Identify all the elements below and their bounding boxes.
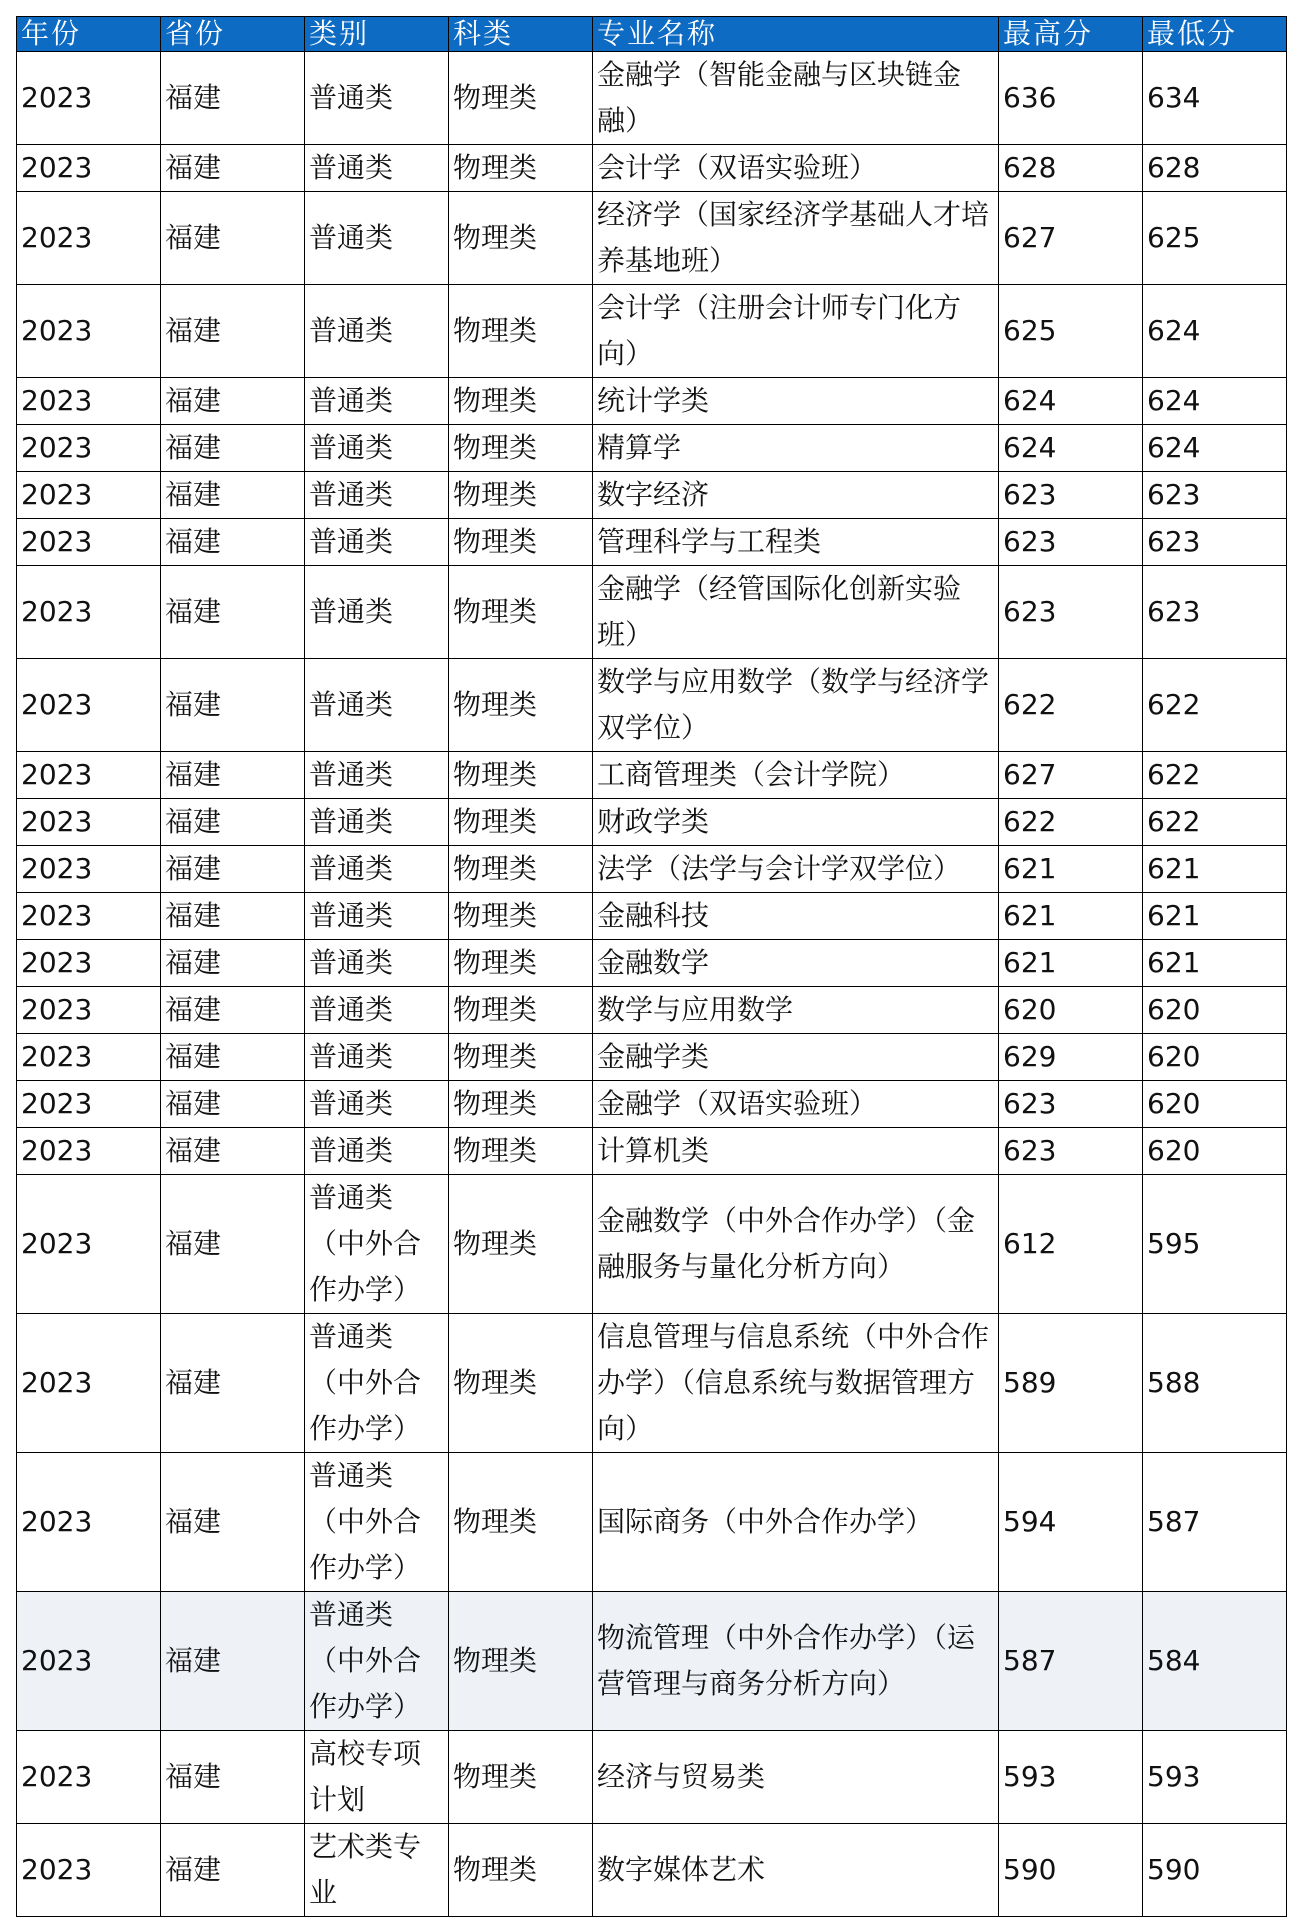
cell-max-score: 624 (999, 378, 1143, 425)
header-category: 类别 (305, 17, 449, 52)
cell-max-score: 636 (999, 52, 1143, 145)
cell-year: 2023 (17, 752, 161, 799)
cell-min-score: 622 (1143, 659, 1287, 752)
cell-year: 2023 (17, 940, 161, 987)
cell-max-score: 589 (999, 1314, 1143, 1453)
cell-subject: 物理类 (449, 519, 593, 566)
table-row (17, 378, 1287, 425)
cell-province: 福建 (161, 1824, 305, 1917)
cell-min-score: 624 (1143, 285, 1287, 378)
table-row (17, 52, 1287, 145)
header-min-score: 最低分 (1143, 17, 1287, 52)
cell-max-score: 594 (999, 1453, 1143, 1592)
cell-subject: 物理类 (449, 1592, 593, 1731)
cell-max-score: 623 (999, 519, 1143, 566)
cell-subject: 物理类 (449, 1081, 593, 1128)
cell-province: 福建 (161, 285, 305, 378)
cell-max-score: 620 (999, 987, 1143, 1034)
cell-province: 福建 (161, 1081, 305, 1128)
cell-category: 普通类 (305, 472, 449, 519)
cell-year: 2023 (17, 1034, 161, 1081)
cell-max-score: 622 (999, 799, 1143, 846)
table-row (17, 285, 1287, 378)
table-row (17, 1081, 1287, 1128)
cell-major: 数学与应用数学 (593, 987, 999, 1034)
cell-subject: 物理类 (449, 987, 593, 1034)
table-row (17, 1592, 1287, 1731)
cell-max-score: 593 (999, 1731, 1143, 1824)
cell-min-score: 587 (1143, 1453, 1287, 1592)
table-row (17, 799, 1287, 846)
cell-major: 数字媒体艺术 (593, 1824, 999, 1917)
cell-subject: 物理类 (449, 378, 593, 425)
cell-category: 普通类 (305, 192, 449, 285)
header-year: 年份 (17, 17, 161, 52)
table-row (17, 425, 1287, 472)
cell-province: 福建 (161, 940, 305, 987)
cell-province: 福建 (161, 566, 305, 659)
header-row (17, 17, 1287, 52)
cell-subject: 物理类 (449, 752, 593, 799)
cell-category: 普通类 (305, 659, 449, 752)
cell-max-score: 623 (999, 1081, 1143, 1128)
cell-max-score: 621 (999, 846, 1143, 893)
cell-category: 高校专项计划 (305, 1731, 449, 1824)
cell-province: 福建 (161, 472, 305, 519)
cell-subject: 物理类 (449, 1034, 593, 1081)
cell-min-score: 621 (1143, 940, 1287, 987)
cell-category: 普通类（中外合作办学） (305, 1592, 449, 1731)
cell-year: 2023 (17, 1592, 161, 1731)
cell-max-score: 627 (999, 192, 1143, 285)
cell-subject: 物理类 (449, 52, 593, 145)
cell-year: 2023 (17, 1128, 161, 1175)
cell-year: 2023 (17, 1081, 161, 1128)
cell-max-score: 629 (999, 1034, 1143, 1081)
cell-max-score: 623 (999, 566, 1143, 659)
cell-min-score: 621 (1143, 893, 1287, 940)
cell-province: 福建 (161, 1592, 305, 1731)
cell-province: 福建 (161, 1453, 305, 1592)
cell-year: 2023 (17, 566, 161, 659)
cell-major: 物流管理（中外合作办学）（运营管理与商务分析方向） (593, 1592, 999, 1731)
cell-category: 普通类 (305, 566, 449, 659)
cell-year: 2023 (17, 285, 161, 378)
table-row (17, 519, 1287, 566)
cell-major: 信息管理与信息系统（中外合作办学）（信息系统与数据管理方向） (593, 1314, 999, 1453)
cell-category: 普通类 (305, 285, 449, 378)
cell-year: 2023 (17, 52, 161, 145)
header-max-score: 最高分 (999, 17, 1143, 52)
table-body (17, 52, 1287, 1917)
cell-province: 福建 (161, 378, 305, 425)
cell-category: 普通类 (305, 846, 449, 893)
cell-min-score: 588 (1143, 1314, 1287, 1453)
cell-min-score: 590 (1143, 1824, 1287, 1917)
table-row (17, 1731, 1287, 1824)
table-row (17, 472, 1287, 519)
admission-scores-table (16, 16, 1287, 1917)
cell-major: 金融学（智能金融与区块链金融） (593, 52, 999, 145)
cell-province: 福建 (161, 52, 305, 145)
cell-category: 普通类 (305, 940, 449, 987)
cell-province: 福建 (161, 987, 305, 1034)
cell-category: 普通类 (305, 1081, 449, 1128)
cell-subject: 物理类 (449, 1731, 593, 1824)
cell-max-score: 628 (999, 145, 1143, 192)
table-header (17, 17, 1287, 52)
cell-subject: 物理类 (449, 472, 593, 519)
cell-year: 2023 (17, 192, 161, 285)
cell-subject: 物理类 (449, 566, 593, 659)
cell-province: 福建 (161, 192, 305, 285)
cell-major: 统计学类 (593, 378, 999, 425)
cell-major: 会计学（双语实验班） (593, 145, 999, 192)
cell-min-score: 621 (1143, 846, 1287, 893)
cell-subject: 物理类 (449, 1824, 593, 1917)
cell-province: 福建 (161, 1175, 305, 1314)
table-row (17, 1453, 1287, 1592)
cell-min-score: 623 (1143, 566, 1287, 659)
cell-major: 金融数学 (593, 940, 999, 987)
cell-year: 2023 (17, 1453, 161, 1592)
table-row (17, 987, 1287, 1034)
cell-province: 福建 (161, 1128, 305, 1175)
cell-subject: 物理类 (449, 192, 593, 285)
cell-subject: 物理类 (449, 1453, 593, 1592)
cell-major: 数字经济 (593, 472, 999, 519)
cell-year: 2023 (17, 846, 161, 893)
cell-max-score: 623 (999, 1128, 1143, 1175)
cell-province: 福建 (161, 846, 305, 893)
cell-min-score: 620 (1143, 1081, 1287, 1128)
cell-province: 福建 (161, 145, 305, 192)
cell-major: 会计学（注册会计师专门化方向） (593, 285, 999, 378)
cell-subject: 物理类 (449, 1314, 593, 1453)
cell-category: 普通类 (305, 893, 449, 940)
table-row (17, 752, 1287, 799)
table-row (17, 1175, 1287, 1314)
cell-max-score: 624 (999, 425, 1143, 472)
cell-min-score: 634 (1143, 52, 1287, 145)
cell-major: 经济学（国家经济学基础人才培养基地班） (593, 192, 999, 285)
cell-min-score: 620 (1143, 1034, 1287, 1081)
cell-category: 普通类（中外合作办学） (305, 1314, 449, 1453)
header-major: 专业名称 (593, 17, 999, 52)
cell-min-score: 624 (1143, 378, 1287, 425)
cell-max-score: 587 (999, 1592, 1143, 1731)
cell-major: 金融学（经管国际化创新实验班） (593, 566, 999, 659)
cell-year: 2023 (17, 519, 161, 566)
cell-subject: 物理类 (449, 659, 593, 752)
cell-subject: 物理类 (449, 145, 593, 192)
cell-province: 福建 (161, 752, 305, 799)
table-row (17, 566, 1287, 659)
cell-max-score: 627 (999, 752, 1143, 799)
cell-year: 2023 (17, 145, 161, 192)
cell-province: 福建 (161, 659, 305, 752)
cell-year: 2023 (17, 893, 161, 940)
cell-subject: 物理类 (449, 846, 593, 893)
table-row (17, 893, 1287, 940)
header-subject: 科类 (449, 17, 593, 52)
cell-subject: 物理类 (449, 1128, 593, 1175)
cell-max-score: 623 (999, 472, 1143, 519)
cell-min-score: 620 (1143, 987, 1287, 1034)
cell-major: 金融数学（中外合作办学）（金融服务与量化分析方向） (593, 1175, 999, 1314)
cell-category: 普通类 (305, 52, 449, 145)
cell-subject: 物理类 (449, 1175, 593, 1314)
table-row (17, 940, 1287, 987)
cell-max-score: 622 (999, 659, 1143, 752)
cell-category: 普通类 (305, 378, 449, 425)
cell-province: 福建 (161, 519, 305, 566)
cell-category: 普通类 (305, 1128, 449, 1175)
table-row (17, 192, 1287, 285)
cell-category: 普通类 (305, 987, 449, 1034)
cell-subject: 物理类 (449, 940, 593, 987)
table-row (17, 1034, 1287, 1081)
cell-subject: 物理类 (449, 893, 593, 940)
cell-subject: 物理类 (449, 425, 593, 472)
table-row (17, 1314, 1287, 1453)
cell-category: 普通类 (305, 1034, 449, 1081)
cell-province: 福建 (161, 893, 305, 940)
cell-major: 经济与贸易类 (593, 1731, 999, 1824)
cell-major: 国际商务（中外合作办学） (593, 1453, 999, 1592)
cell-major: 金融科技 (593, 893, 999, 940)
cell-min-score: 623 (1143, 472, 1287, 519)
cell-major: 工商管理类（会计学院） (593, 752, 999, 799)
cell-province: 福建 (161, 1731, 305, 1824)
cell-major: 计算机类 (593, 1128, 999, 1175)
cell-min-score: 625 (1143, 192, 1287, 285)
cell-min-score: 624 (1143, 425, 1287, 472)
cell-year: 2023 (17, 1731, 161, 1824)
cell-province: 福建 (161, 1314, 305, 1453)
cell-category: 普通类 (305, 425, 449, 472)
cell-min-score: 584 (1143, 1592, 1287, 1731)
cell-min-score: 628 (1143, 145, 1287, 192)
table-row (17, 1128, 1287, 1175)
cell-year: 2023 (17, 1824, 161, 1917)
cell-year: 2023 (17, 1175, 161, 1314)
cell-min-score: 622 (1143, 752, 1287, 799)
cell-year: 2023 (17, 659, 161, 752)
cell-category: 普通类 (305, 799, 449, 846)
table-row (17, 1824, 1287, 1917)
cell-year: 2023 (17, 425, 161, 472)
cell-province: 福建 (161, 425, 305, 472)
cell-major: 财政学类 (593, 799, 999, 846)
cell-subject: 物理类 (449, 285, 593, 378)
cell-province: 福建 (161, 1034, 305, 1081)
cell-province: 福建 (161, 799, 305, 846)
cell-category: 普通类（中外合作办学） (305, 1453, 449, 1592)
cell-min-score: 593 (1143, 1731, 1287, 1824)
cell-major: 精算学 (593, 425, 999, 472)
cell-max-score: 590 (999, 1824, 1143, 1917)
cell-year: 2023 (17, 378, 161, 425)
cell-major: 法学（法学与会计学双学位） (593, 846, 999, 893)
cell-max-score: 625 (999, 285, 1143, 378)
cell-category: 普通类（中外合作办学） (305, 1175, 449, 1314)
cell-year: 2023 (17, 987, 161, 1034)
cell-min-score: 595 (1143, 1175, 1287, 1314)
cell-major: 管理科学与工程类 (593, 519, 999, 566)
table-row (17, 846, 1287, 893)
table-row (17, 145, 1287, 192)
cell-category: 普通类 (305, 752, 449, 799)
cell-category: 普通类 (305, 145, 449, 192)
cell-year: 2023 (17, 1314, 161, 1453)
cell-year: 2023 (17, 799, 161, 846)
cell-max-score: 621 (999, 893, 1143, 940)
cell-major: 金融学（双语实验班） (593, 1081, 999, 1128)
cell-max-score: 621 (999, 940, 1143, 987)
cell-year: 2023 (17, 472, 161, 519)
header-province: 省份 (161, 17, 305, 52)
cell-min-score: 620 (1143, 1128, 1287, 1175)
cell-subject: 物理类 (449, 799, 593, 846)
cell-category: 普通类 (305, 519, 449, 566)
cell-major: 金融学类 (593, 1034, 999, 1081)
cell-category: 艺术类专业 (305, 1824, 449, 1917)
cell-min-score: 622 (1143, 799, 1287, 846)
cell-max-score: 612 (999, 1175, 1143, 1314)
cell-major: 数学与应用数学（数学与经济学双学位） (593, 659, 999, 752)
table-row (17, 659, 1287, 752)
cell-min-score: 623 (1143, 519, 1287, 566)
